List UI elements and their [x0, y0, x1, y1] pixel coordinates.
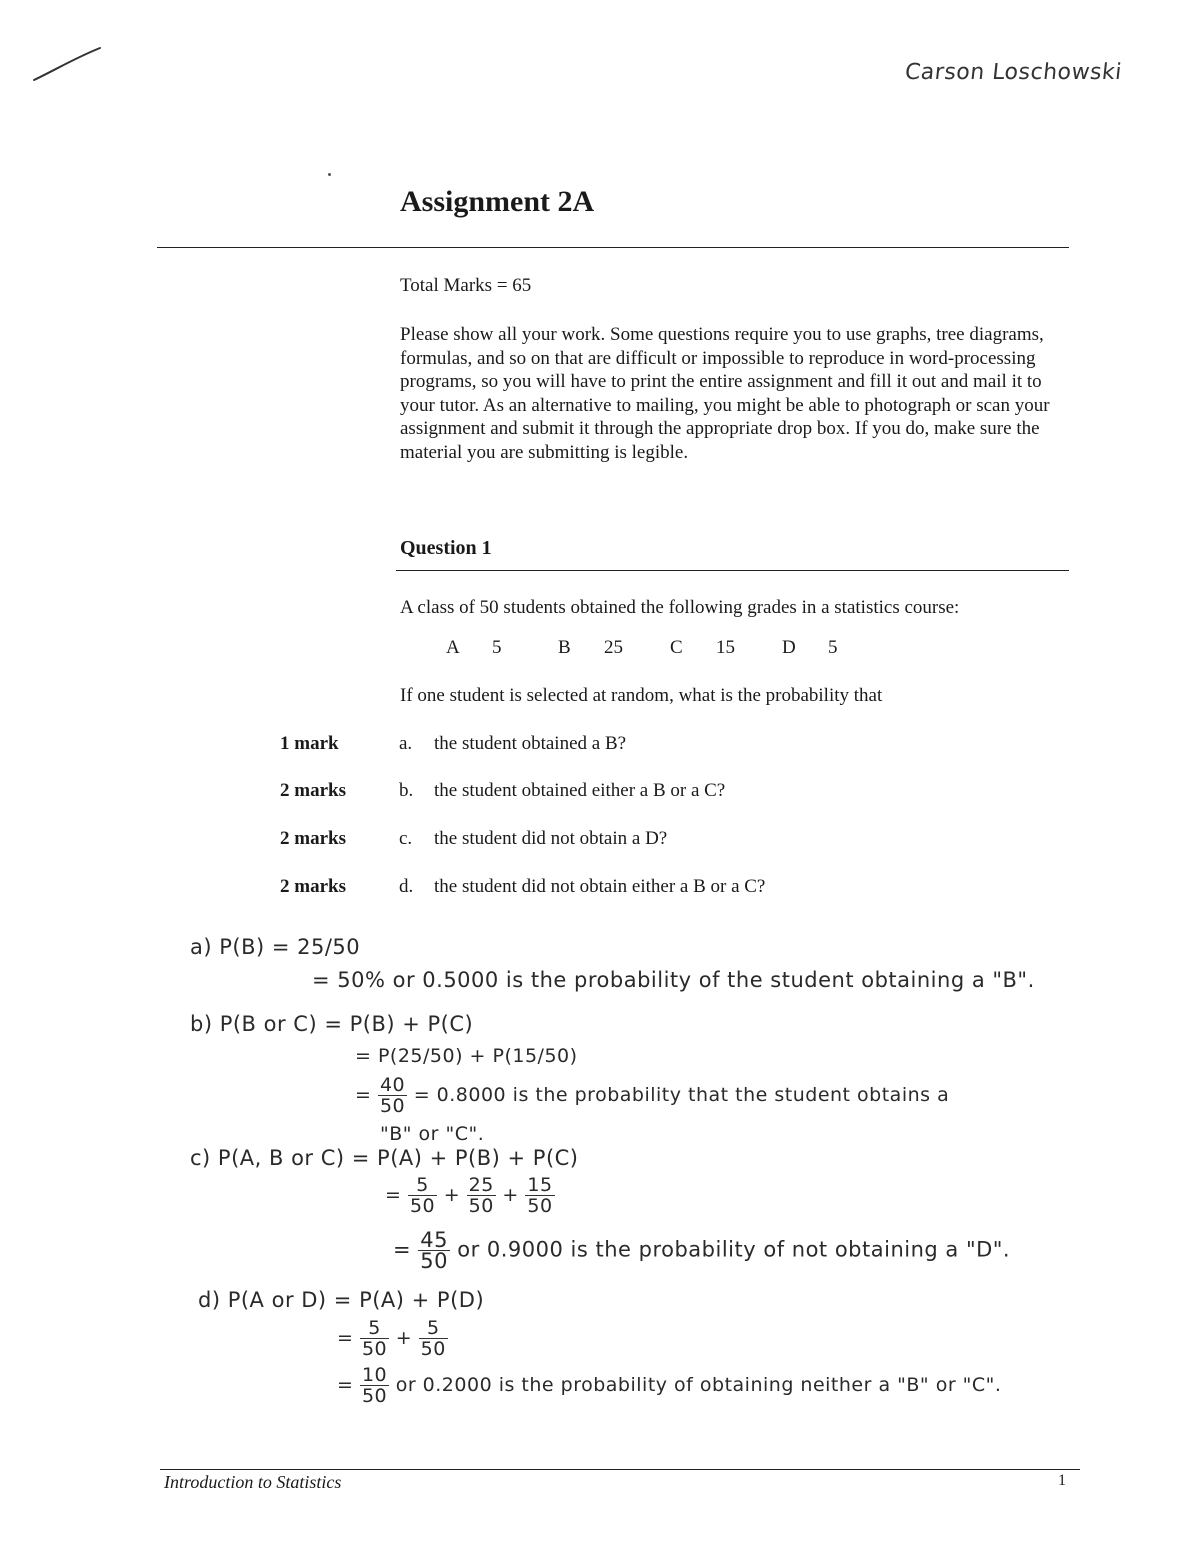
part-a-marks: 1 mark: [280, 733, 339, 754]
grade-entry: [782, 637, 894, 659]
part-a-text: the student obtained a B?: [434, 733, 627, 754]
answer-a-line-1: a) P(B) = 25/50: [190, 935, 361, 959]
question-1-heading: Question 1: [400, 537, 492, 559]
part-b-marks: 2 marks: [280, 780, 346, 801]
instructions-paragraph: Please show all your work. Some questions require you to use graphs, tree diagrams, formulas, and so on that are difficult or impossible to reproduce in word-processing programs, so you will have to print the entire assignment and fill it out and mail it to your tutor. As an alternative to mailing, you might be able to photograph or scan your assignment and submit it through the appropriate drop box. If you do, make sure the material you are submitting is legible.: [400, 324, 1050, 463]
grade-entry: [446, 637, 558, 659]
question-divider: [396, 570, 1069, 571]
answer-b-line-1: b) P(B or C) = P(B) + P(C): [190, 1012, 474, 1036]
grade-entry: [558, 637, 670, 659]
footer-course-name: Introduction to Statistics: [164, 1472, 342, 1492]
fraction: $\frac{45}{50}$: [420, 1228, 449, 1273]
answer-b-line-3: = $\frac{40}{50}$ = 0.8000 is the probability that the student obtains a: [355, 1074, 950, 1117]
part-c-text: the student did not obtain a D?: [434, 828, 668, 849]
fraction: $\frac{15}{50}$: [527, 1174, 553, 1217]
fraction: $\frac{5}{50}$: [409, 1174, 436, 1217]
part-d-marks: 2 marks: [280, 876, 346, 897]
part-c-letter: c.: [399, 828, 413, 849]
pen-stroke-mark: [30, 40, 110, 85]
fraction: $\frac{40}{50}$: [379, 1074, 406, 1117]
fraction: $\frac{5}{50}$: [420, 1317, 446, 1360]
answer-c-line-3: = $\frac{45}{50}$ or 0.9000 is the probability of not obtaining a "D".: [393, 1228, 1011, 1273]
grade-letter: A: [446, 637, 460, 658]
grade-letter: B: [558, 637, 571, 658]
fraction: $\frac{10}{50}$: [361, 1364, 388, 1407]
answer-b-line-2: = P(25/50) + P(15/50): [355, 1045, 578, 1067]
grade-letter: D: [782, 637, 796, 658]
part-a-letter: a.: [399, 733, 413, 754]
question-subprompt: If one student is selected at random, what is the probability that: [400, 685, 883, 706]
stray-dot: [328, 173, 331, 176]
answer-a-line-2: = 50% or 0.5000 is the probability of the student obtaining a "B".: [312, 968, 1035, 992]
answer-c-line-2: = $\frac{5}{50}$ + $\frac{25}{50}$ + $\frac{15}{50}$: [385, 1174, 553, 1217]
answer-d-line-2: = $\frac{5}{50}$ + $\frac{5}{50}$: [337, 1317, 446, 1360]
page-title: Assignment 2A: [400, 185, 595, 218]
answer-b-line-4: "B" or "C".: [380, 1123, 485, 1145]
answer-d-line-3: = $\frac{10}{50}$ or 0.2000 is the probability of obtaining neither a "B" or "C".: [337, 1364, 1002, 1407]
grade-letter: C: [670, 637, 683, 658]
grade-count: 25: [604, 637, 623, 658]
part-b-text: the student obtained either a B or a C?: [434, 780, 726, 801]
part-d-text: the student did not obtain either a B or a C?: [434, 876, 766, 897]
title-divider: [157, 247, 1069, 248]
grade-count: 5: [492, 637, 502, 658]
grade-entry: [670, 637, 782, 659]
part-c-marks: 2 marks: [280, 828, 346, 849]
student-name: Carson Loschowski: [903, 60, 1124, 85]
answer-d-line-1: d) P(A or D) = P(A) + P(D): [198, 1288, 485, 1312]
answer-c-line-1: c) P(A, B or C) = P(A) + P(B) + P(C): [190, 1146, 579, 1170]
grade-distribution: [446, 637, 894, 659]
page-number: 1: [1058, 1472, 1066, 1489]
total-marks: Total Marks = 65: [400, 275, 532, 296]
footer-divider: [160, 1469, 1080, 1470]
grade-count: 15: [716, 637, 735, 658]
part-b-letter: b.: [399, 780, 414, 801]
part-d-letter: d.: [399, 876, 414, 897]
fraction: $\frac{5}{50}$: [361, 1317, 388, 1360]
grade-count: 5: [828, 637, 838, 658]
question-prompt: A class of 50 students obtained the following grades in a statistics course:: [400, 597, 960, 618]
fraction: $\frac{25}{50}$: [468, 1174, 494, 1217]
